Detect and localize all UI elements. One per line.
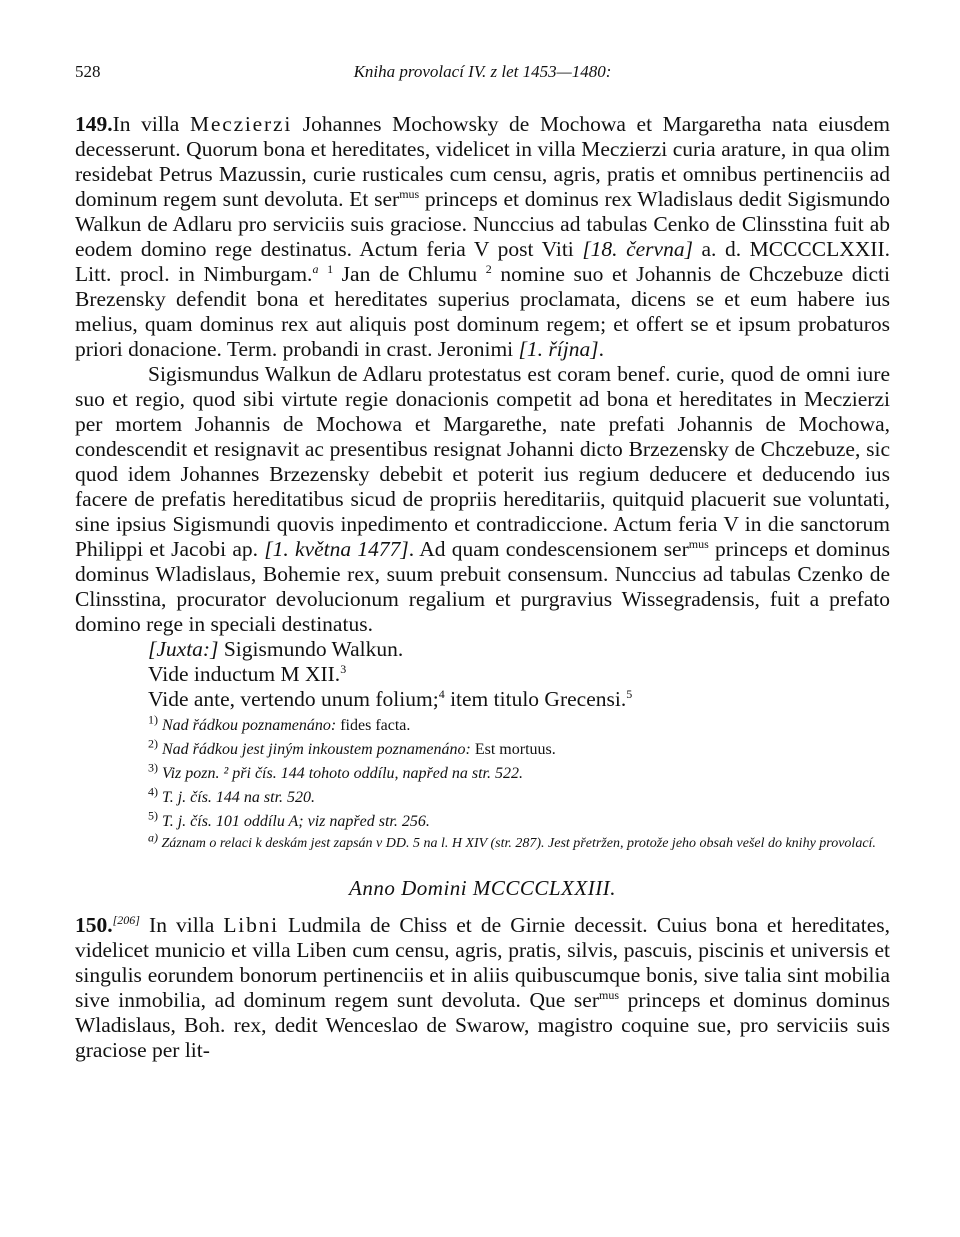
entry-150-paragraph-1: 150.[206] In villa Libni Ludmila de Chiss et de Girnie decessit. Cuius bona et hereditates, videlicet municio et villa Liben cum censu, agris, pratis, silvis, pascuis, piscinis et universis et singulis eorundem bonorum pertinenciis et in aliis quibuscumque bonis, sive talia sint mobilia sive inmobilia, ad dominum regem sunt devoluta. Que ser$^{mus}$ princeps et dominus dominus Wladislaus, Boh. rex, dedit Wenceslao de Swarow, magistro coquine sue, pro serviciis suis graciose per lit- bbox=[75, 912, 890, 1062]
folio-marker: [206] bbox=[112, 912, 140, 927]
entry-149-paragraph-2: Sigismundus Walkun de Adlaru protestatus est coram benef. curie, quod de omni iure suo et regio, quod sibi virtute regie donacionis competit ad bona et hereditates in Meczierzi per mortem Johannis de Mochowa et Margarethe, nate prefati Johannis de Mochowa, condescendit et resignavit ac presentibus resignat Johanni dicto Brzezensky de Chczebuze, sic quod idem Johannes Brzezensky debebit et poterit ius regium deducere et deducendo ius facere de prefatis hereditatibus sicud de propriis hereditariis, quitquid placuerit sue voluntati, sine ipsius Sigismundi quovis inpedimento et contradiccione. Actum feria V in die sanctorum Philippi et Jacobi ap. [1. května 1477]. Ad quam condescensionem ser$^{mus}$ princeps et dominus dominus Wladislaus, Bohemie rex, suum prebuit consensum. Nunccius ad tabulas Czenko de Clinsstina, procurator devolucionum regalium et purgravius Wissegradensis, fuit a prefato domino rege in speciali destinatus. bbox=[75, 362, 890, 636]
footnote-ref: 5 bbox=[626, 686, 633, 701]
footnote-ref: 4 bbox=[438, 686, 445, 701]
footnotes bbox=[75, 714, 890, 854]
running-title: Kniha provolací IV. z let 1453—1480: bbox=[353, 62, 612, 81]
page-number: 528 bbox=[75, 62, 101, 81]
vide-line-1: Vide inductum M XII.$^3$ bbox=[148, 661, 347, 686]
page-header bbox=[75, 62, 890, 86]
date-note: [1. října] bbox=[518, 337, 599, 361]
body-text bbox=[75, 112, 890, 1063]
footnote-5: $^{5)}$ T. j. čís. 101 oddílu A; viz napřed str. 256. bbox=[148, 808, 430, 830]
footnote-1: $^{1)}$ Nad řádkou poznamenáno: fides facta. bbox=[148, 712, 411, 734]
entry-number: 150. bbox=[75, 913, 113, 937]
date-note: [1. května 1477] bbox=[264, 537, 409, 561]
footnote-2: $^{2)}$ Nad řádkou jest jiným inkoustem poznamenáno: Est mortuus. bbox=[148, 736, 556, 758]
year-heading: Anno Domini MCCCCLXXIII. bbox=[349, 876, 616, 900]
footnote-ref: 2 bbox=[485, 261, 492, 276]
date-note: [18. června] bbox=[582, 237, 693, 261]
footnote-4: $^{4)}$ T. j. čís. 144 na str. 520. bbox=[148, 784, 316, 806]
juxta-line: [Juxta:] Sigismundo Walkun. bbox=[148, 637, 404, 661]
place-name: Libni bbox=[223, 913, 279, 937]
footnote-ref: 1 bbox=[327, 261, 334, 276]
entry-149-paragraph-1: 149.In villa Meczierzi Johannes Mochowsky de Mochowa et Margaretha nata eiusdem decesserunt. Quorum bona et hereditates, videlicet in villa Meczierzi curia arature, in qua olim residebat Petrus Mazussin, curie rusticales cum censu, agris, pratis et omnibus pertinenciis ad dominum regem sunt devoluta. Et ser$^{mus}$ princeps et dominus rex Wladislaus dedit Sigismundo Walkun de Adlaru pro serviciis suis graciose. Nunccius ad tabulas Cenko de Clinsstina fuit ab eodem domino rege destinatus. Actum feria V post Viti [18. června] a. d. MCCCCLXXII. Litt. procl. in Nimburgam.$^a$ $^1$ Jan de Chlumu $^2$ nomine suo et Johannis de Chczebuze dicti Brezensky defendit bona et hereditates superius proclamata, dicens se et eum habere ius melius, quam dominus rex aut aliquis post dominum regem; et offert se et ipsum probaturos priori donacione. Term. probandi in crast. Jeronimi [1. října]. bbox=[75, 112, 891, 361]
footnote-a: $^{a)}$ Záznam o relaci k deskám jest zapsán v DD. 5 na l. H XIV (str. 287). Jest přetržen, protože jeho obsah vešel do knihy provolací. bbox=[148, 830, 876, 851]
entry-number: 149. bbox=[75, 112, 113, 136]
vide-line-2: Vide ante, vertendo unum folium;$^4$ item titulo Grecensi.$^5$ bbox=[148, 686, 633, 711]
footnote-ref: a bbox=[312, 261, 319, 276]
footnote-3: $^{3)}$ Viz pozn. ² při čís. 144 tohoto oddílu, napřed na str. 522. bbox=[148, 760, 523, 782]
footnote-ref: 3 bbox=[340, 661, 347, 676]
place-name: Meczierzi bbox=[189, 112, 293, 136]
